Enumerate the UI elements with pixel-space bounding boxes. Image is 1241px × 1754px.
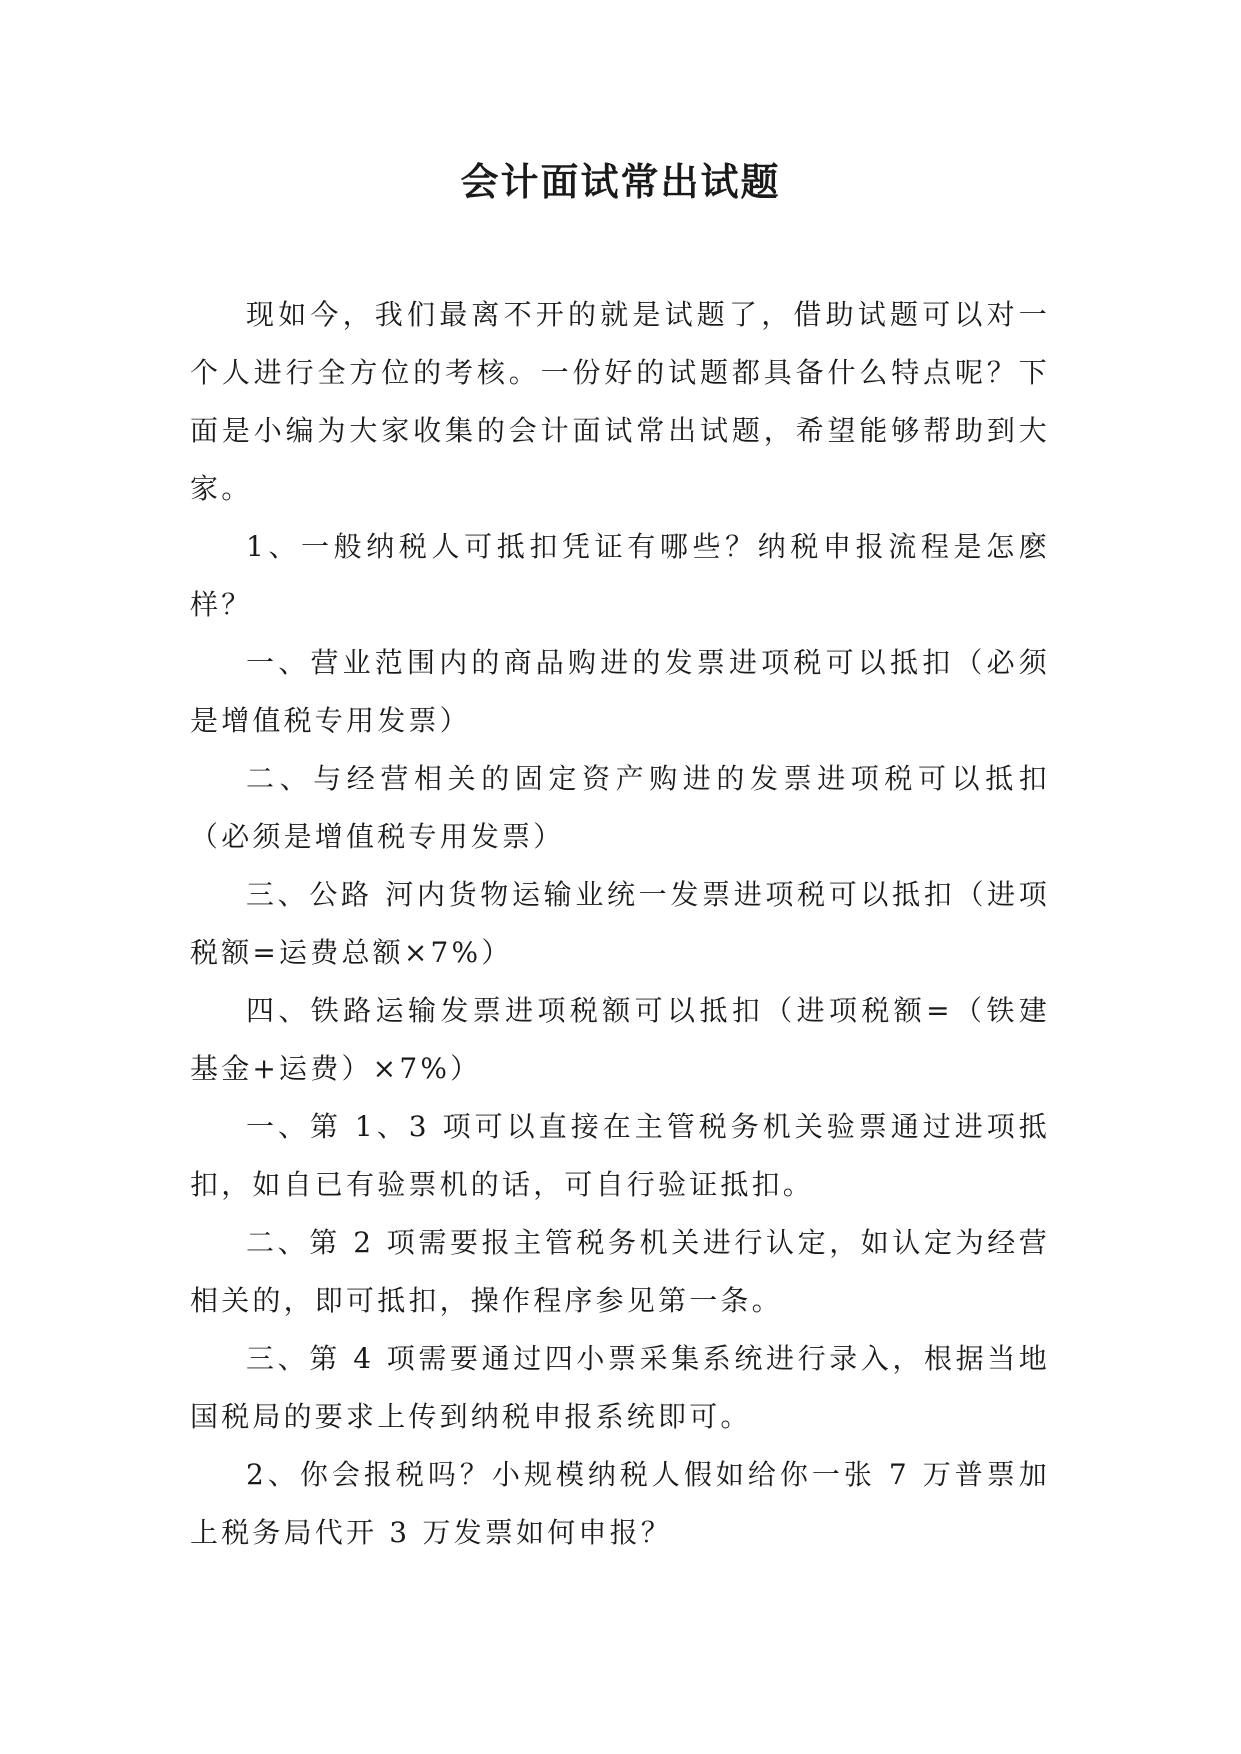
page-title: 会计面试常出试题 xyxy=(460,159,781,204)
paragraph-item-4: 四、铁路运输发票进项税额可以抵扣（进项税额=（铁建基金+运费）×7%） xyxy=(190,994,1050,1085)
paragraph-procedure-2: 二、第 2 项需要报主管税务机关进行认定，如认定为经营相关的，即可抵扣，操作程序参见第一条。 xyxy=(190,1226,1050,1317)
paragraph-intro: 现如今，我们最离不开的就是试题了，借助试题可以对一个人进行全方位的考核。一份好的试题都具备什么特点呢？下面是小编为大家收集的会计面试常出试题，希望能够帮助到大家。 xyxy=(190,298,1050,505)
paragraph-item-2: 二、与经营相关的固定资产购进的发票进项税可以抵扣（必须是增值税专用发票） xyxy=(190,762,1050,853)
paragraph-question-2: 2、你会报税吗？小规模纳税人假如给你一张 7 万普票加上税务局代开 3 万发票如何申报？ xyxy=(190,1458,1050,1549)
paragraph-question-1: 1、一般纳税人可抵扣凭证有哪些？纳税申报流程是怎麽样？ xyxy=(190,530,1050,621)
paragraph-procedure-1: 一、第 1、3 项可以直接在主管税务机关验票通过进项抵扣，如自已有验票机的话，可自行验证抵扣。 xyxy=(190,1110,1050,1201)
paragraph-procedure-3: 三、第 4 项需要通过四小票采集系统进行录入，根据当地国税局的要求上传到纳税申报系统即可。 xyxy=(190,1342,1050,1433)
document-body xyxy=(190,286,1050,1562)
paragraph-item-3: 三、公路 河内货物运输业统一发票进项税可以抵扣（进项税额=运费总额×7%） xyxy=(190,878,1050,969)
paragraph-item-1: 一、营业范围内的商品购进的发票进项税可以抵扣（必须是增值税专用发票） xyxy=(190,646,1050,737)
